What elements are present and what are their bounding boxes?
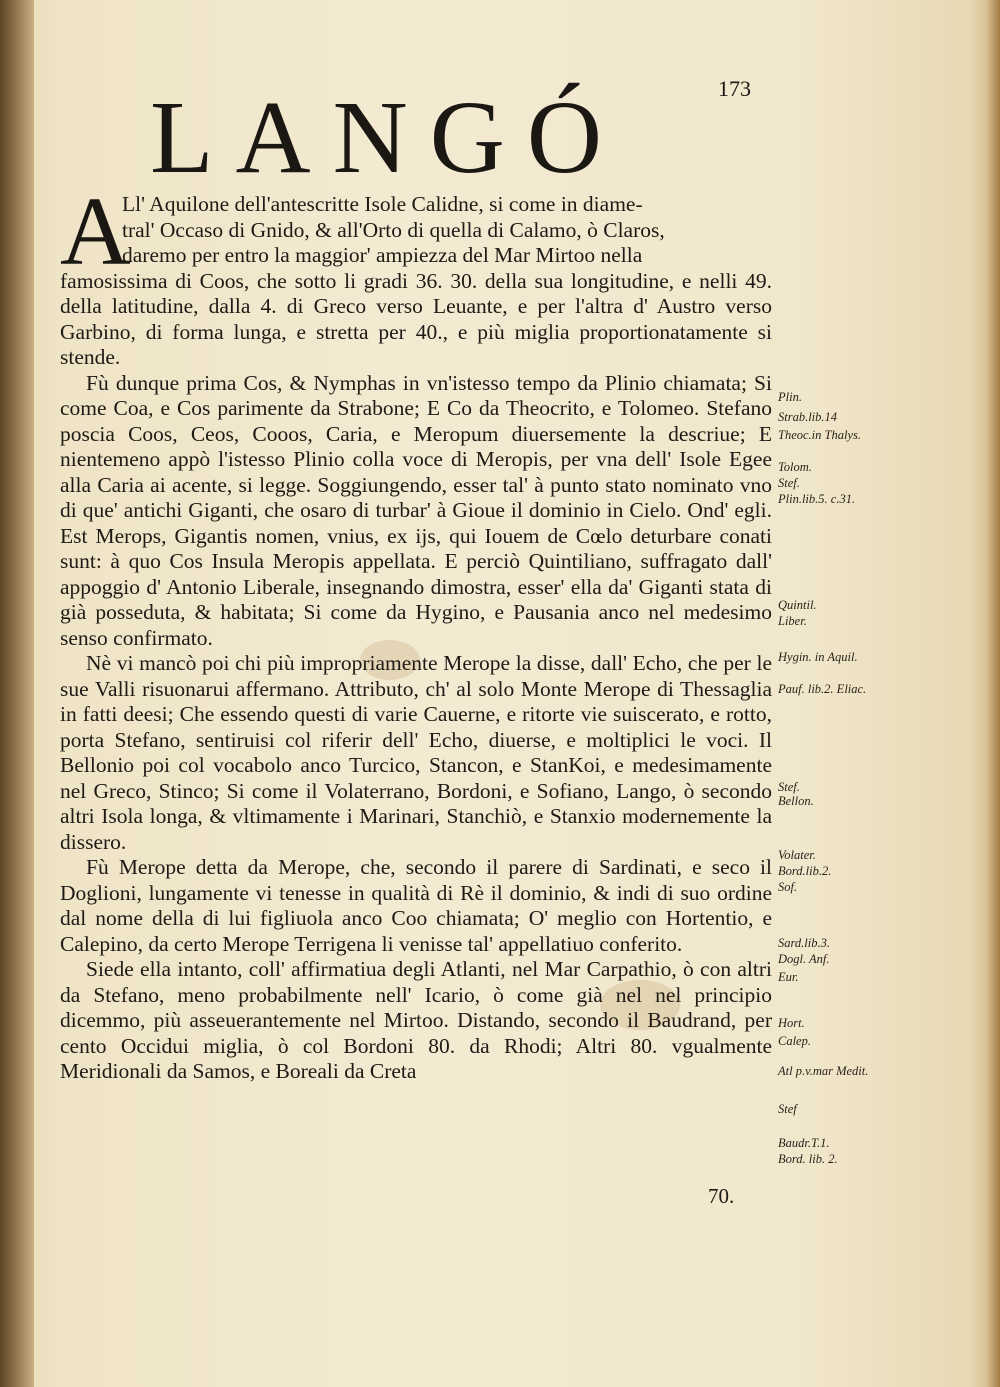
margin-note: Theoc.in Thalys.: [778, 428, 861, 442]
page-number: 173: [718, 76, 751, 101]
margin-note: Tolom.: [778, 460, 812, 474]
paragraph-2: Fù dunque prima Cos, & Nymphas in vn'istesso tempo da Plinio chiamata; Si come Coa, e Cos parimente da Strabone; E Co da Theocrito, e Tolomeo. Stefano poscia Coos, Ceos, Cooos, Caria, e Meropum diuersemente la descriue; E nientemeno appò l'istesso Plinio colla voce di Meropis, per vna dell' Isole Egee alla Caria ai acente, si legge. Soggiungendo, esser tal' à punto stato nominato vno di que' antichi Giganti, che osaro di turbar' à Gioue il dominio in Cielo. Ond' egli. Est Merops, Gigantis nomen, vnius, ex ijs, qui Iouem de Cœlo deturbare conati sunt: à quo Cos Insula Meropis appellata. E perciò Quintiliano, suffragato dall' appoggio d' Antonio Liberale, insegnando dimostra, esser' ella da' Giganti stata di già posseduta, & habitata; Si come da Hygino, e Pausania anco nel medesimo senso confirmato.: [60, 370, 772, 650]
margin-note: Liber.: [778, 614, 807, 628]
page-edge: [986, 0, 1000, 1387]
margin-note: Hygin. in Aquil.: [778, 650, 858, 664]
margin-note: Bord. lib. 2.: [778, 1152, 838, 1166]
margin-note: Strab.lib.14: [778, 410, 838, 424]
paragraph-text: famosissima di Coos, che sotto li gradi 36. 30. della sua longitudine, e nelli 49. della latitudine, dalla 4. di Greco verso Leuante, e per l'altra d' Austro verso Garbino, di forma lunga, e stretta per 40., e più miglia proportionatamente si stende.: [60, 268, 772, 369]
margin-note: Hort.: [778, 1016, 805, 1030]
margin-note: Eur.: [778, 970, 799, 984]
margin-note: Stef.: [778, 780, 800, 794]
margin-note: Atl p.v.mar Medit.: [778, 1064, 869, 1078]
margin-note: Calep.: [778, 1034, 811, 1048]
margin-note: Pauf. lib.2. Eliac.: [778, 682, 867, 696]
text-line: Ll' Aquilone dell'antescritte Isole Calidne, si come in diame-: [122, 192, 643, 216]
margin-note: Dogl. Anf.: [778, 952, 830, 966]
paragraph-4: Fù Merope detta da Merope, che, secondo il parere di Sardinati, e seco il Doglioni, lungamente vi tenesse in qualità di Rè il dominio, & indi di suo ordine dal nome della di lui figliuola anco Coo chiamata; O' meglio con Hortentio, e Calepino, da certo Merope Terrigena li venisse tal' appellatiuo conferito.: [60, 855, 772, 956]
margin-note: Sof.: [778, 880, 798, 894]
margin-note: Plin.: [778, 390, 802, 404]
binding-gutter: [0, 0, 34, 1387]
margin-note: Quintil.: [778, 598, 817, 612]
margin-note: Plin.lib.5. c.31.: [778, 492, 856, 506]
margin-note: Volater.: [778, 848, 816, 862]
paragraph-5: Siede ella intanto, coll' affirmatiua degli Atlanti, nel Mar Carpathio, ò con altri da Stefano, meno probabilmente nell' Icario, ò come già nel nel principio dicemmo, più asseuerantemente nel Mirtoo. Distando, secondo il Baudrand, per cento Occidui miglia, ò col Bordoni 80. da Rhodi; Altri 80. vgualmente Meridionali da Samos, e Boreali da Creta: [60, 957, 772, 1083]
margin-note: Stef: [778, 1102, 797, 1116]
margin-note: Bord.lib.2.: [778, 864, 832, 878]
margin-note: Stef.: [778, 476, 800, 490]
catchword: 70.: [708, 1184, 735, 1208]
drop-cap: A: [60, 178, 131, 286]
margin-note: Baudr.T.1.: [778, 1136, 830, 1150]
margin-note: Sard.lib.3.: [778, 936, 830, 950]
paragraph-1: [60, 178, 772, 371]
body-text: [60, 178, 772, 1085]
text-line: tral' Occaso di Gnido, & all'Orto di quella di Calamo, ò Claros,: [122, 217, 665, 242]
margin-note: Bellon.: [778, 794, 814, 808]
page-title: LANGÓ: [150, 80, 624, 195]
paragraph-3: Nè vi mancò poi chi più impropriamente Merope la disse, dall' Echo, che per le sue Valli risuonarui affermano. Attributo, ch' al solo Monte Merope di Thessaglia in fatti deesi; Che essendo questi di varie Cauerne, e ritorte vie suiscerato, e rotto, porta Stefano, sentiruisi col riferir dell' Echo, diuerse, e moltiplici le voci. Il Bellonio poi col vocabolo anco Turcico, Stancon, e StanKoi, e medesimamente nel Greco, Stinco; Si come il Volaterrano, Bordoni, e Sofiano, Lango, ò secondo altri Isola longa, & vltimamente i Marinari, Stanchiò, e Stanxio modernemente la dissero.: [60, 651, 772, 854]
text-line: daremo per entro la maggior' ampiezza del Mar Mirtoo nella: [122, 243, 643, 267]
